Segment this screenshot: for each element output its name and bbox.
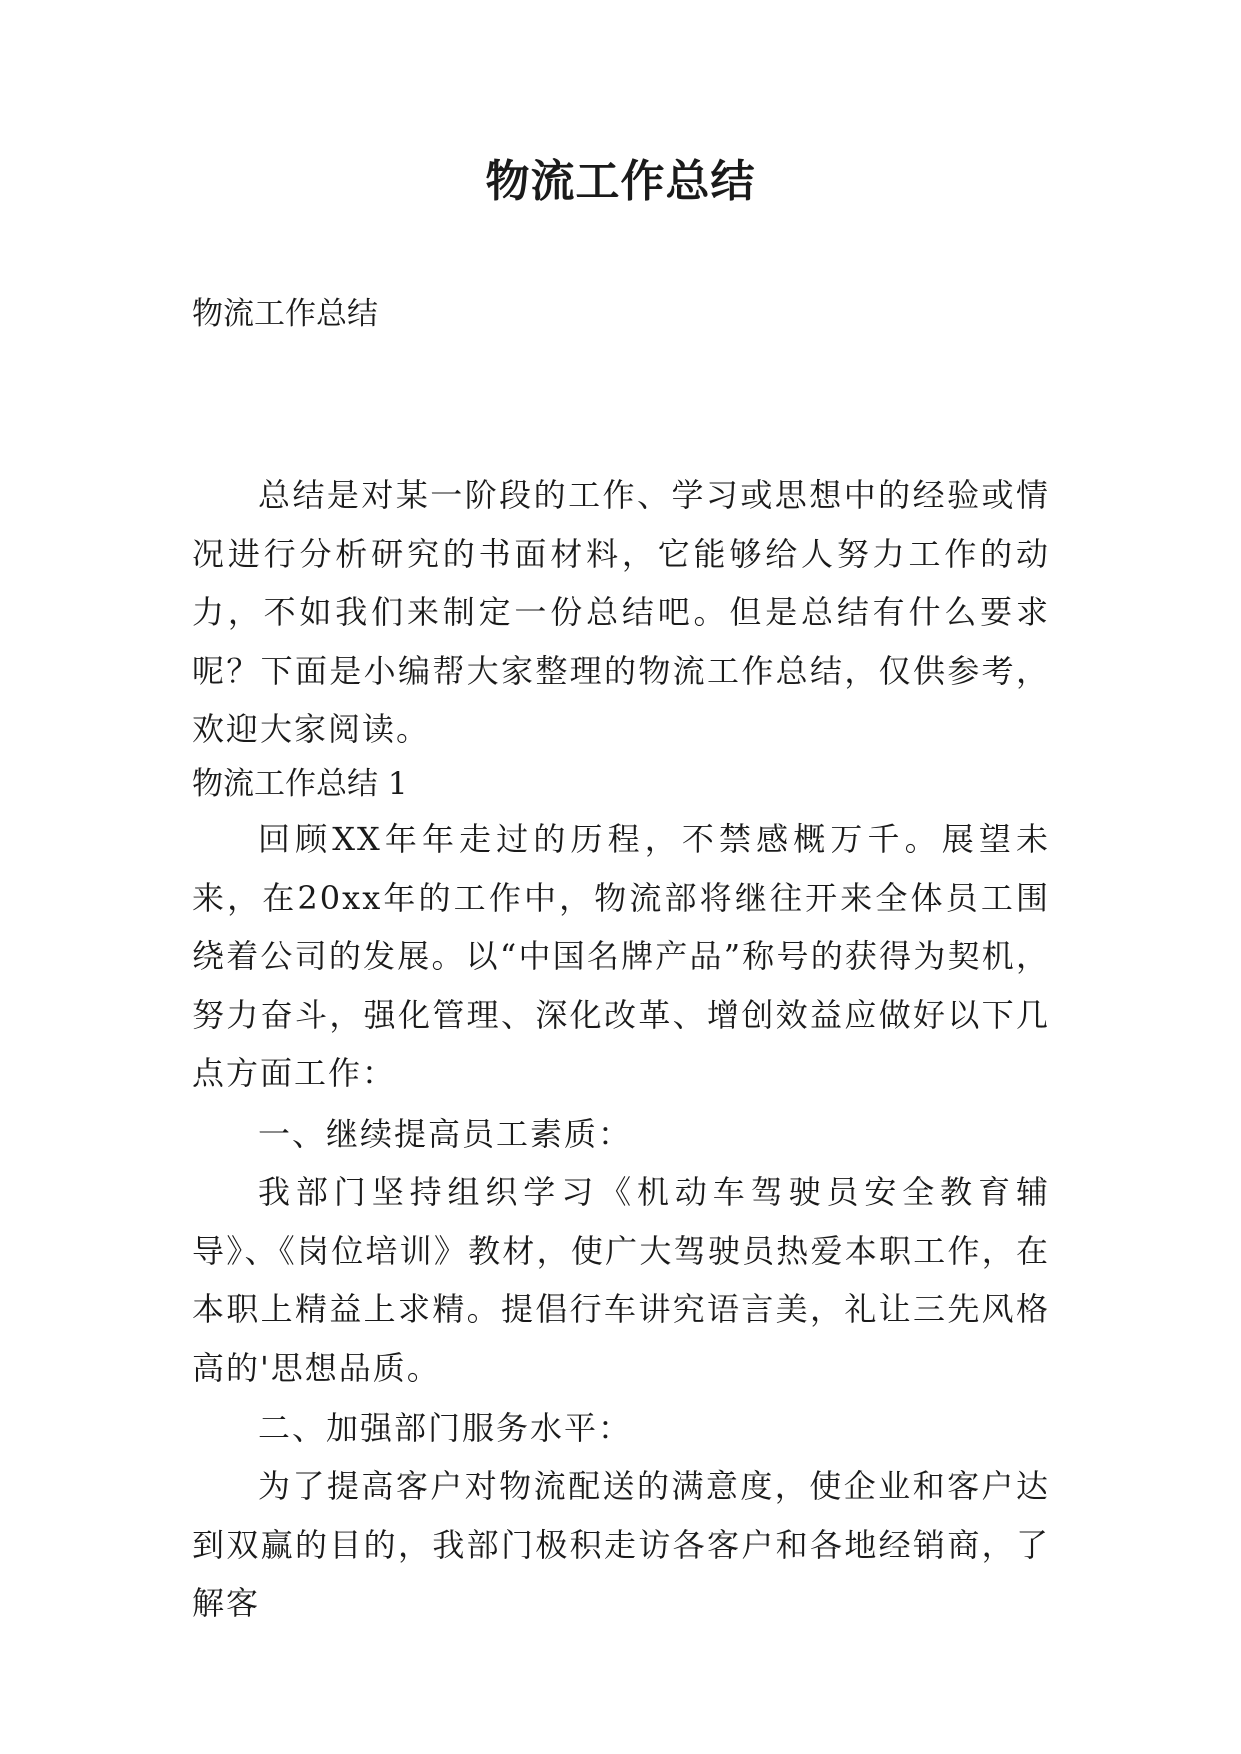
- item-heading-2: 二、加强部门服务水平：: [258, 1409, 633, 1447]
- document-subtitle: 物流工作总结: [192, 296, 378, 332]
- section-heading: 物流工作总结 1: [192, 766, 408, 802]
- intro-paragraph: 总结是对某一阶段的工作、学习或思想中的经验或情况进行分析研究的书面材料，它能够给人努力工作的动力，不如我们来制定一份总结吧。但是总结有什么要求呢？下面是小编帮大家整理的物流工作总结，仅供参考，欢迎大家阅读。: [192, 476, 1050, 748]
- item-body-1: 我部门坚持组织学习《机动车驾驶员安全教育辅导》、《岗位培训》教材，使广大驾驶员热爱本职工作，在本职上精益上求精。提倡行车讲究语言美，礼让三先风格高的'思想品质。: [192, 1173, 1050, 1387]
- item-heading-1: 一、继续提高员工素质：: [258, 1115, 633, 1153]
- item-body-2: 为了提高客户对物流配送的满意度，使企业和客户达到双赢的目的，我部门极积走访各客户和各地经销商，了解客: [192, 1467, 1050, 1622]
- review-paragraph: 回顾XX年年走过的历程，不禁感概万千。展望未来，在20xx年的工作中，物流部将继往开来全体员工围绕着公司的发展。以“中国名牌产品”称号的获得为契机，努力奋斗，强化管理、深化改革、增创效益应做好以下几点方面工作：: [192, 820, 1050, 1092]
- document-title: 物流工作总结: [485, 156, 756, 207]
